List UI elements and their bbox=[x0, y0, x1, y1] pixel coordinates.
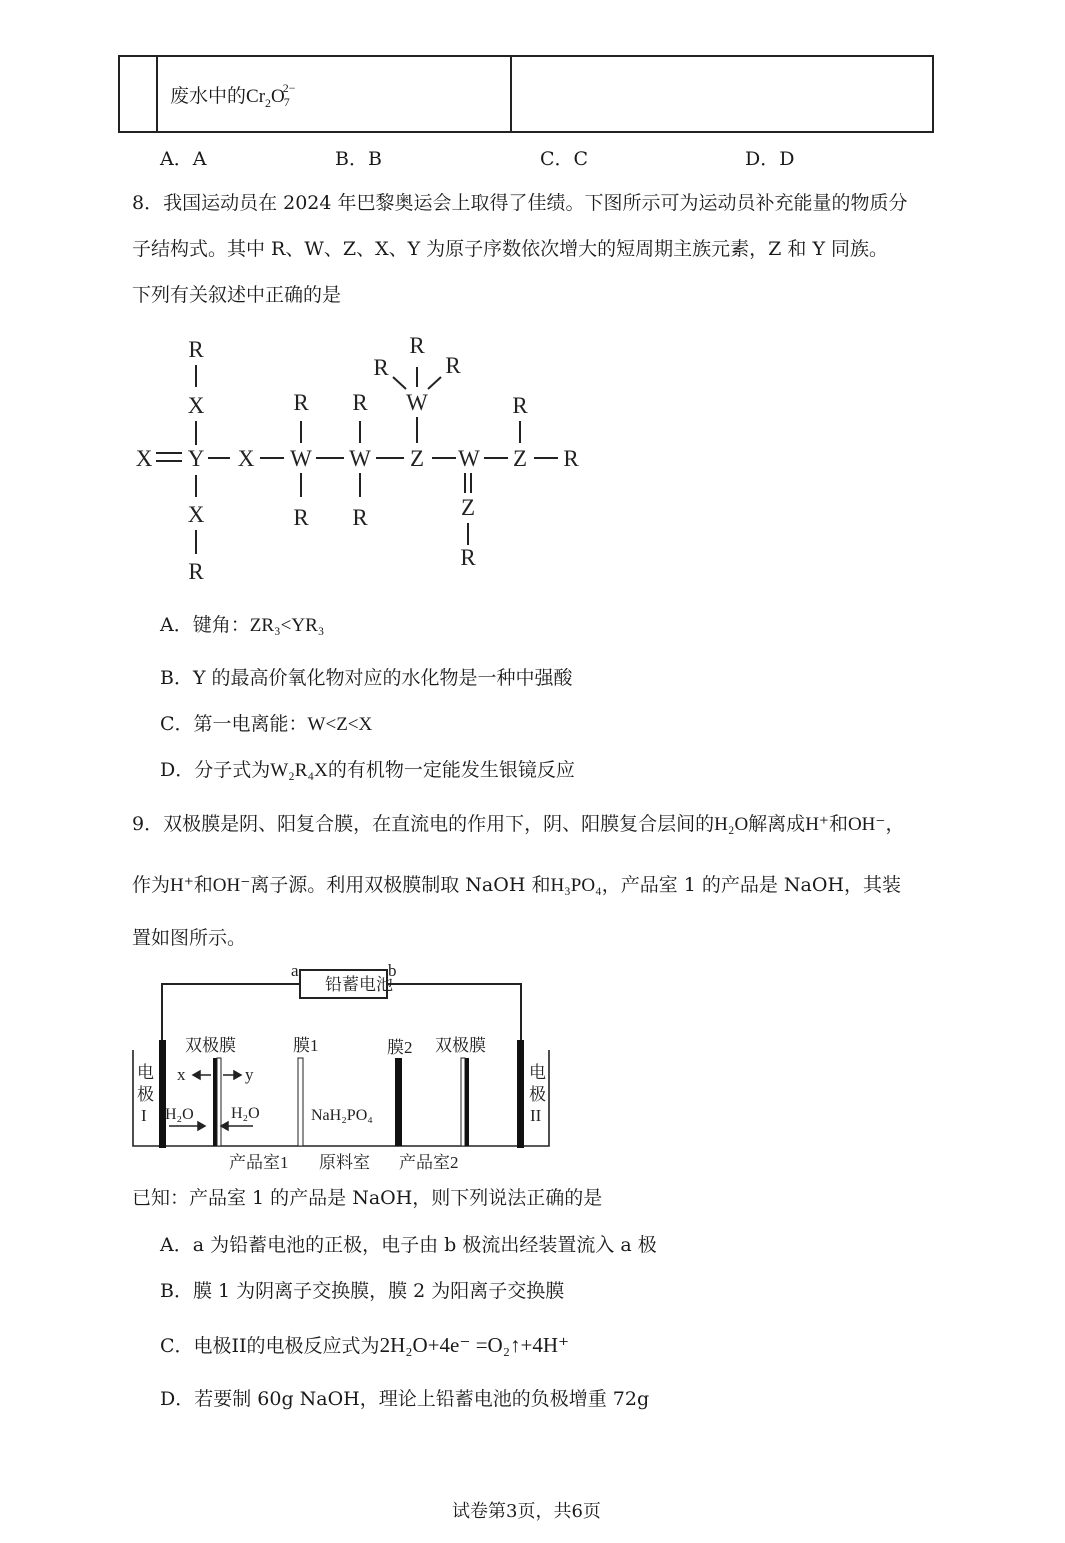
label-a: a bbox=[291, 961, 299, 980]
h2o-arrows bbox=[169, 1122, 253, 1130]
q8-stem-line2: 子结构式。其中 R、W、Z、X、Y 为原子序数依次增大的短周期主族元素，Z 和 Y 同族。 bbox=[132, 238, 889, 260]
q7-option-a[interactable]: A．A bbox=[160, 148, 207, 170]
label-x: x bbox=[177, 1065, 186, 1084]
atom-r: R bbox=[352, 390, 368, 415]
q8-option-a[interactable]: A．键角：ZR₃<YR₃ bbox=[160, 614, 325, 636]
atom-r: R bbox=[293, 505, 309, 530]
atom-r: R bbox=[445, 353, 461, 378]
tank-outline bbox=[133, 1050, 549, 1146]
page-footer: 试卷第3页，共6页 bbox=[452, 1501, 601, 1522]
label-h2o-left: H₂O bbox=[165, 1106, 194, 1123]
q8-option-b[interactable]: B．Y 的最高价氧化物对应的水化物是一种中强酸 bbox=[160, 667, 573, 689]
q7-option-d[interactable]: D．D bbox=[745, 148, 795, 170]
q8-option-d[interactable]: D．分子式为W₂R₄X的有机物一定能发生银镜反应 bbox=[160, 759, 575, 781]
label-membrane-1: 膜1 bbox=[293, 1036, 319, 1055]
q9-option-c[interactable]: C．电极II的电极反应式为2H₂O+4e⁻ =O₂↑+4H⁺ bbox=[160, 1333, 570, 1357]
table-cell-index bbox=[119, 56, 157, 132]
atom-r: R bbox=[293, 390, 309, 415]
table-cell-ion bbox=[157, 56, 511, 132]
electrode-1-char: I bbox=[141, 1106, 147, 1125]
atom-w: W bbox=[290, 446, 312, 471]
atom-w: W bbox=[349, 446, 371, 471]
q8-option-c[interactable]: C．第一电离能：W<Z<X bbox=[160, 713, 373, 735]
bipolar-membrane-2-dark bbox=[465, 1058, 469, 1146]
battery-label: 铅蓄电池 bbox=[325, 975, 393, 994]
q9-option-a[interactable]: A．a 为铅蓄电池的正极，电子由 b 极流出经装置流入 a 极 bbox=[160, 1234, 657, 1256]
atom-r: R bbox=[373, 355, 389, 380]
atom-r: R bbox=[460, 545, 476, 570]
table-cell-empty bbox=[511, 56, 933, 132]
electrode-i bbox=[159, 1040, 166, 1148]
atom-x: X bbox=[135, 446, 153, 471]
label-bipolar-2: 双极膜 bbox=[435, 1036, 486, 1055]
bipolar-membrane-1-dark bbox=[213, 1058, 217, 1146]
q9-stem-line1: 9．双极膜是阴、阳复合膜，在直流电的作用下，阴、阳膜复合层间的H₂O解离成H⁺和OH⁻， bbox=[132, 813, 905, 835]
answer-table bbox=[118, 55, 934, 133]
atom-y: Y bbox=[187, 446, 205, 471]
q9-known: 已知：产品室 1 的产品是 NaOH，则下列说法正确的是 bbox=[132, 1187, 603, 1209]
label-y: y bbox=[245, 1065, 254, 1084]
q7-option-b[interactable]: B．B bbox=[335, 148, 382, 170]
atom-r: R bbox=[563, 446, 579, 471]
atom-r: R bbox=[352, 505, 368, 530]
atom-x: X bbox=[237, 446, 255, 471]
atom-z: Z bbox=[409, 446, 425, 471]
diagram-labels bbox=[137, 961, 546, 1172]
atom-z: Z bbox=[512, 446, 528, 471]
label-bipolar-1: 双极膜 bbox=[185, 1036, 236, 1055]
structure-atoms bbox=[136, 333, 580, 584]
q8-structure-diagram bbox=[120, 325, 600, 590]
electrode-1-char: 极 bbox=[137, 1085, 154, 1104]
label-h2o-right: H₂O bbox=[231, 1105, 260, 1122]
q9-stem-line3: 置如图所示。 bbox=[132, 927, 247, 949]
atom-r: R bbox=[512, 393, 528, 418]
electrode-2-char: 电 bbox=[529, 1063, 546, 1082]
q9-option-d[interactable]: D．若要制 60g NaOH，理论上铅蓄电池的负极增重 72g bbox=[160, 1388, 650, 1410]
atom-z: Z bbox=[460, 495, 476, 520]
table-row bbox=[119, 56, 933, 132]
cell-ion-formula: $Cr_2O_7^{2-}$ bbox=[246, 81, 296, 110]
label-membrane-2: 膜2 bbox=[387, 1038, 413, 1057]
electrode-2-char: II bbox=[530, 1106, 542, 1125]
q9-option-b[interactable]: B．膜 1 为阴离子交换膜，膜 2 为阳离子交换膜 bbox=[160, 1280, 565, 1302]
q9-electrolysis-diagram bbox=[125, 958, 565, 1180]
q9-stem-line2: 作为H⁺和OH⁻离子源。利用双极膜制取 NaOH 和H₃PO₄，产品室 1 的产品是 NaOH，其装 bbox=[132, 874, 902, 896]
cell-label: 废水中的 bbox=[170, 84, 247, 107]
electrode-ii bbox=[517, 1040, 524, 1148]
membrane-2 bbox=[395, 1058, 402, 1146]
electrode-1-char: 电 bbox=[137, 1063, 154, 1082]
atom-r: R bbox=[188, 337, 204, 362]
label-nah2po4: NaH₂PO₄ bbox=[311, 1107, 373, 1124]
label-room-1: 产品室1 bbox=[229, 1153, 289, 1172]
atom-x: X bbox=[187, 393, 205, 418]
membrane-1 bbox=[298, 1058, 303, 1146]
bipolar-membrane-2-light bbox=[461, 1058, 465, 1146]
atom-r: R bbox=[188, 559, 204, 584]
atom-x: X bbox=[187, 502, 205, 527]
label-b: b bbox=[388, 961, 397, 980]
atom-w: W bbox=[406, 390, 428, 415]
atom-r: R bbox=[409, 333, 425, 358]
q7-option-c[interactable]: C．C bbox=[540, 148, 589, 170]
bipolar-membrane-1-light bbox=[217, 1058, 221, 1146]
atom-w: W bbox=[458, 446, 480, 471]
q8-stem-line1: 8．我国运动员在 2024 年巴黎奥运会上取得了佳绩。下图所示可为运动员补充能量的物质分 bbox=[132, 192, 908, 214]
label-raw-room: 原料室 bbox=[319, 1153, 370, 1172]
label-room-2: 产品室2 bbox=[399, 1153, 459, 1172]
q8-stem-line3: 下列有关叙述中正确的是 bbox=[132, 284, 342, 306]
electrode-2-char: 极 bbox=[529, 1085, 546, 1104]
